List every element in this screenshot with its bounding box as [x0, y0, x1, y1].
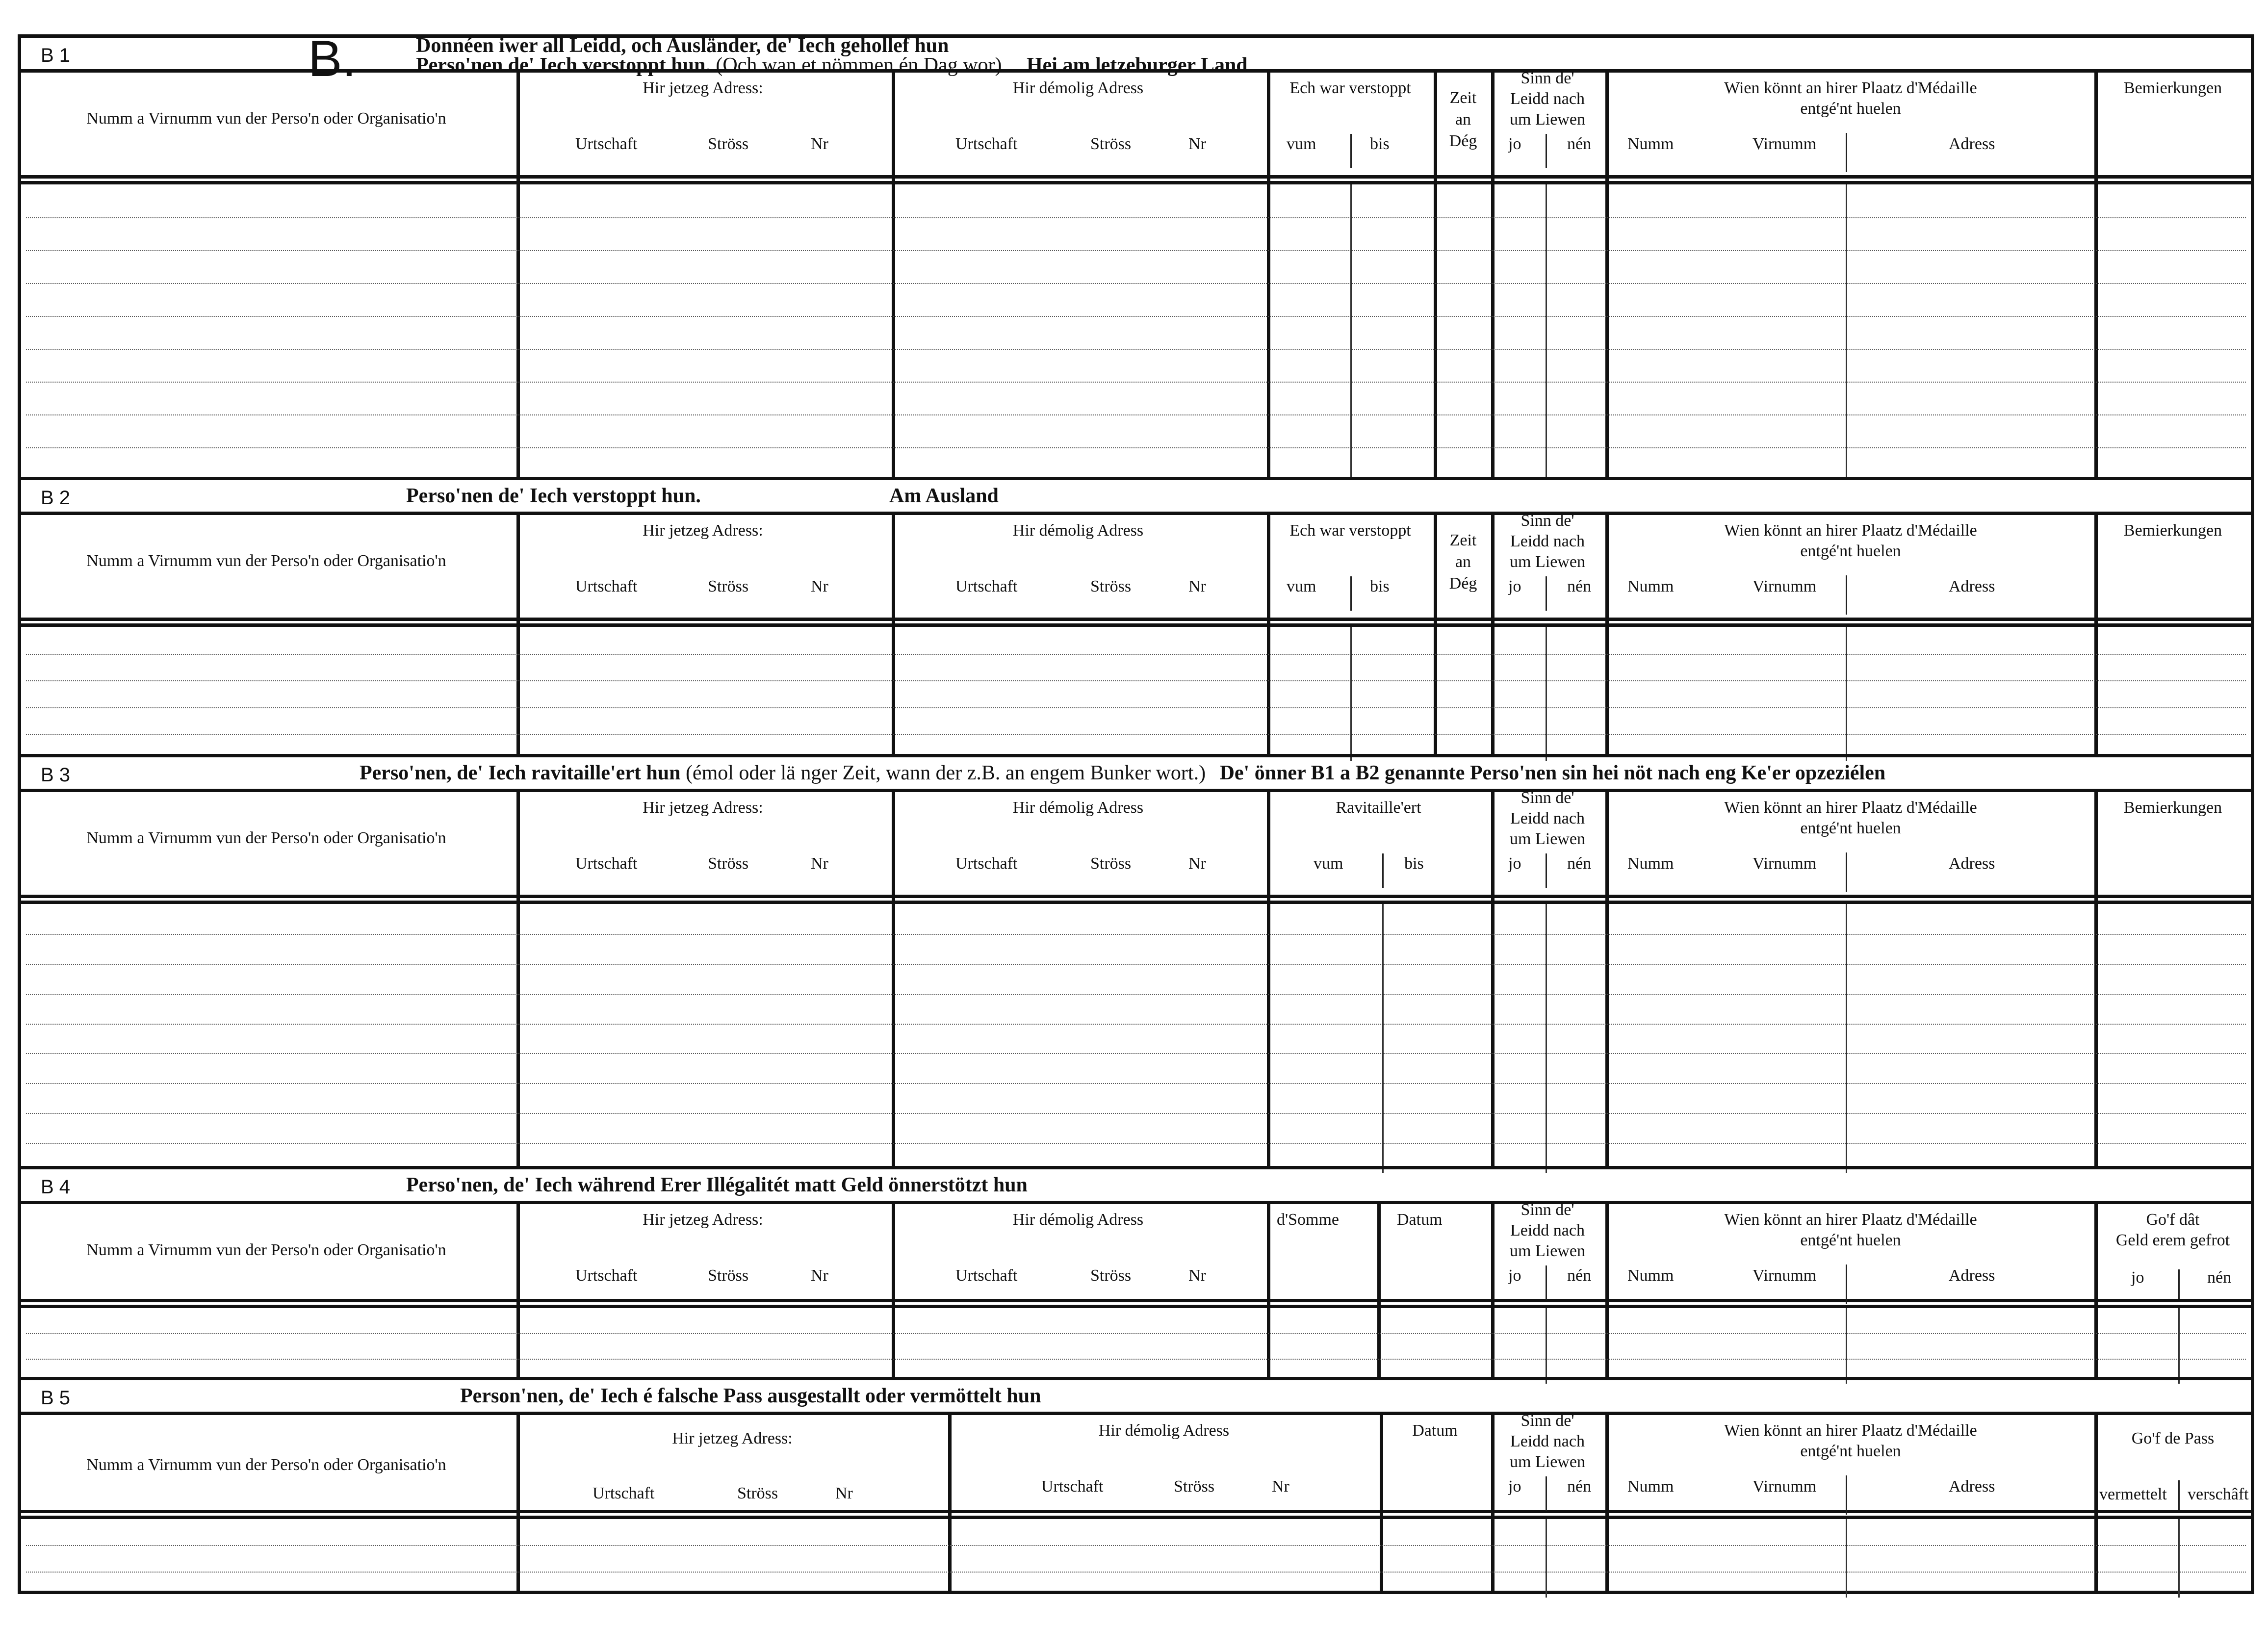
- body-subdivider: [1382, 904, 1384, 1173]
- body-subdivider: [1846, 904, 1847, 1173]
- section-b1-table: [21, 69, 2251, 477]
- body-subdivider: [1846, 627, 1847, 761]
- column-header: Sinn de': [1521, 789, 1574, 807]
- column-header: vum: [1287, 577, 1316, 595]
- column-header: Leidd nach: [1510, 809, 1585, 827]
- entry-line[interactable]: [26, 1024, 2246, 1025]
- column-header: Leidd nach: [1510, 1221, 1585, 1239]
- column-header: Ströss: [708, 577, 749, 595]
- column-header: nén: [1567, 1266, 1592, 1285]
- column-header: um Liewen: [1510, 830, 1585, 848]
- section-b1: [21, 30, 2251, 477]
- column-header: Numm a Virnumm vun der Perso'n oder Organisatio'n: [86, 1456, 446, 1474]
- column-header: Hir jetzeg Adress:: [643, 79, 763, 97]
- column-header: an: [1455, 553, 1471, 571]
- section-title: Person'nen, de' Iech é falsche Pass ausgestallt oder vermöttelt hun: [460, 1385, 1041, 1407]
- body-subdivider: [1546, 1519, 1547, 1598]
- column-header: Hir démolig Adress: [1012, 79, 1144, 97]
- body-subdivider: [1350, 184, 1352, 480]
- column-header: um Liewen: [1510, 110, 1585, 129]
- section-b5-header: [21, 1380, 2251, 1415]
- body-subdivider: [1546, 1308, 1547, 1384]
- entry-line[interactable]: [26, 734, 2246, 735]
- body-subdivider: [2178, 1519, 2180, 1598]
- section-b4-header: [21, 1169, 2251, 1204]
- column-header: Urtschaft: [593, 1484, 655, 1502]
- section-id: B 3: [41, 764, 71, 786]
- title-note: (Och wan et nömmen én Dag wor): [716, 54, 1002, 77]
- column-header: Ravitaille'ert: [1336, 799, 1421, 817]
- column-header: Adress: [1949, 854, 1995, 873]
- body-subdivider: [1846, 1519, 1847, 1598]
- header-subdivider: [1546, 576, 1547, 611]
- column-header: Virnumm: [1753, 577, 1817, 595]
- column-header: Nr: [811, 854, 828, 873]
- entry-line[interactable]: [26, 316, 2246, 317]
- column-header: Hir démolig Adress: [1012, 799, 1144, 817]
- entry-line[interactable]: [26, 1545, 2246, 1546]
- column-header: Adress: [1949, 1477, 1995, 1496]
- entry-line[interactable]: [26, 1053, 2246, 1054]
- column-header: Ströss: [708, 1266, 749, 1285]
- entry-line[interactable]: [26, 707, 2246, 708]
- section-title: [360, 761, 1885, 785]
- column-header: Urtschaft: [955, 1266, 1018, 1285]
- column-header: Hir jetzeg Adress:: [643, 1211, 763, 1229]
- column-header: Nr: [1188, 1266, 1206, 1285]
- column-header: Hir démolig Adress: [1012, 1211, 1144, 1229]
- column-header: nén: [1567, 1477, 1592, 1496]
- column-header: Urtschaft: [955, 854, 1018, 873]
- column-header: Bemierkungen: [2123, 799, 2222, 817]
- entry-line[interactable]: [26, 414, 2246, 415]
- column-header: um Liewen: [1510, 1453, 1585, 1471]
- header-subdivider: [1546, 853, 1547, 888]
- entry-line[interactable]: [26, 349, 2246, 350]
- column-header: Wien könnt an hirer Plaatz d'Médaille: [1724, 1421, 1977, 1440]
- column-header: Adress: [1949, 577, 1995, 595]
- column-header: Sinn de': [1521, 512, 1574, 530]
- column-header: Go'f dât: [2146, 1211, 2200, 1229]
- column-header: Numm a Virnumm vun der Perso'n oder Organisatio'n: [86, 109, 446, 128]
- body-subdivider: [1846, 184, 1847, 480]
- column-header: Go'f de Pass: [2131, 1429, 2215, 1447]
- column-header: Zeit: [1449, 89, 1477, 107]
- table-body[interactable]: [21, 1305, 2251, 1384]
- body-subdivider: [1350, 627, 1352, 761]
- section-id: B 2: [41, 487, 71, 509]
- column-header: Nr: [1188, 135, 1206, 153]
- column-header: Ströss: [1090, 577, 1132, 595]
- section-b3-table: [21, 789, 2251, 1169]
- column-header: Urtschaft: [955, 135, 1018, 153]
- column-header: entgé'nt huelen: [1800, 1442, 1901, 1460]
- header-subdivider: [1846, 133, 1847, 172]
- column-header: d'Somme: [1277, 1211, 1340, 1229]
- entry-line[interactable]: [26, 994, 2246, 995]
- column-header: Leidd nach: [1510, 532, 1585, 550]
- header-subdivider: [1846, 1475, 1847, 1515]
- title-region: Hei am letzeburger Land: [1027, 54, 1248, 77]
- entry-line[interactable]: [26, 1083, 2246, 1084]
- column-header: Hir jetzeg Adress:: [643, 799, 763, 817]
- table-body[interactable]: [21, 901, 2251, 1173]
- header-subdivider: [1846, 575, 1847, 615]
- column-header: Hir jetzeg Adress:: [672, 1429, 793, 1447]
- column-header: an: [1455, 110, 1471, 129]
- body-subdivider: [1546, 627, 1547, 761]
- column-header: Ströss: [1174, 1477, 1215, 1496]
- title-line-1: Donnéen iwer all Leidd, och Ausländer, de' Iech gehollef hun: [416, 34, 949, 57]
- column-header: vermettelt: [2099, 1485, 2167, 1503]
- column-header: Bemierkungen: [2123, 79, 2222, 97]
- column-header: Hir jetzeg Adress:: [643, 521, 763, 540]
- section-b2-table: [21, 512, 2251, 757]
- title-note: (émol oder lä nger Zeit, wann der z.B. an engem Bunker wort.): [685, 762, 1206, 784]
- entry-line[interactable]: [26, 964, 2246, 965]
- form-letter: B.: [308, 30, 357, 87]
- column-header: Numm: [1627, 1266, 1674, 1285]
- column-header: jo: [1508, 854, 1521, 873]
- column-header: nén: [1567, 135, 1592, 153]
- column-header: Adress: [1949, 1266, 1995, 1285]
- title-note-bold: De' önner B1 a B2 genannte Perso'nen sin hei nöt nach eng Ke'er opzeziélen: [1219, 762, 1886, 784]
- column-header: vum: [1287, 135, 1316, 153]
- column-header: Wien könnt an hirer Plaatz d'Médaille: [1724, 799, 1977, 817]
- column-header: jo: [1508, 1266, 1521, 1285]
- column-header: Numm: [1627, 135, 1674, 153]
- column-header: Nr: [811, 135, 828, 153]
- header-subdivider: [1846, 1265, 1847, 1304]
- column-header: Adress: [1949, 135, 1995, 153]
- section-b4-table: [21, 1201, 2251, 1380]
- column-header: bis: [1404, 854, 1424, 873]
- column-header: Urtschaft: [575, 854, 638, 873]
- section-b5: [21, 1377, 2251, 1594]
- header-subdivider: [1350, 576, 1352, 611]
- title-bold: Perso'nen de' Iech verstoppt hun.: [416, 54, 711, 77]
- column-header: bis: [1370, 135, 1390, 153]
- entry-line[interactable]: [26, 382, 2246, 383]
- table-body[interactable]: [21, 181, 2251, 480]
- column-header: Zeit: [1449, 531, 1477, 549]
- column-header: nén: [1567, 577, 1592, 595]
- section-b4: [21, 1166, 2251, 1380]
- column-header: Hir démolig Adress: [1098, 1421, 1230, 1440]
- column-header: Nr: [811, 1266, 828, 1285]
- column-header: bis: [1370, 577, 1390, 595]
- column-header: Datum: [1397, 1211, 1443, 1229]
- column-header: Dég: [1449, 132, 1477, 150]
- column-header: jo: [1508, 135, 1521, 153]
- column-header: jo: [1508, 1477, 1521, 1496]
- entry-line[interactable]: [26, 1333, 2246, 1334]
- column-header: Ströss: [737, 1484, 778, 1502]
- column-header: Leidd nach: [1510, 1432, 1585, 1450]
- column-header: Urtschaft: [1041, 1477, 1104, 1496]
- column-header: entgé'nt huelen: [1800, 1231, 1901, 1249]
- column-header: Virnumm: [1753, 1266, 1817, 1285]
- entry-line[interactable]: [26, 447, 2246, 448]
- column-header: Sinn de': [1521, 1201, 1574, 1219]
- column-header: Urtschaft: [575, 1266, 638, 1285]
- entry-line[interactable]: [26, 654, 2246, 655]
- form-page: [18, 30, 2254, 1594]
- entry-line[interactable]: [26, 283, 2246, 284]
- entry-line[interactable]: [26, 1572, 2246, 1573]
- column-header: Nr: [811, 577, 828, 595]
- section-b3-header: [21, 757, 2251, 792]
- column-header: jo: [1508, 577, 1521, 595]
- column-header: Wien könnt an hirer Plaatz d'Médaille: [1724, 1211, 1977, 1229]
- header-subdivider: [2178, 1480, 2180, 1510]
- column-header: Leidd nach: [1510, 90, 1585, 108]
- body-subdivider: [1846, 1308, 1847, 1384]
- column-header: Nr: [1188, 854, 1206, 873]
- header-subdivider: [1546, 134, 1547, 168]
- section-region: Am Ausland: [889, 485, 999, 507]
- column-header: entgé'nt huelen: [1800, 542, 1901, 560]
- title-bold: Perso'nen, de' Iech ravitaille'ert hun: [360, 762, 681, 784]
- section-b2-header: [21, 480, 2251, 515]
- section-b5-table: [21, 1412, 2251, 1594]
- column-header: jo: [2131, 1268, 2144, 1287]
- column-header: verschâft: [2188, 1485, 2249, 1503]
- section-title: Perso'nen de' Iech verstoppt hun.: [406, 485, 701, 507]
- header-subdivider: [2178, 1269, 2180, 1299]
- column-header: Ströss: [1090, 854, 1132, 873]
- column-header: Nr: [835, 1484, 853, 1502]
- section-id: B 1: [41, 45, 71, 66]
- column-header: Dég: [1449, 574, 1477, 593]
- column-header: um Liewen: [1510, 1242, 1585, 1260]
- section-id: B 5: [41, 1387, 71, 1409]
- entry-line[interactable]: [26, 1113, 2246, 1114]
- entry-line[interactable]: [26, 217, 2246, 218]
- table-body[interactable]: [21, 1516, 2251, 1598]
- column-header: entgé'nt huelen: [1800, 819, 1901, 837]
- column-header: Numm: [1627, 1477, 1674, 1496]
- column-header: Wien könnt an hirer Plaatz d'Médaille: [1724, 79, 1977, 97]
- body-subdivider: [2178, 1308, 2180, 1384]
- column-header: Numm a Virnumm vun der Perso'n oder Organisatio'n: [86, 552, 446, 570]
- column-header: nén: [1567, 854, 1592, 873]
- entry-line[interactable]: [26, 680, 2246, 681]
- header-subdivider: [1382, 853, 1384, 888]
- table-body[interactable]: [21, 623, 2251, 761]
- body-subdivider: [1546, 184, 1547, 480]
- column-header: Ech war verstoppt: [1289, 521, 1411, 540]
- column-header: Urtschaft: [575, 135, 638, 153]
- column-header: Ströss: [1090, 135, 1132, 153]
- column-header: Ströss: [708, 135, 749, 153]
- column-header: Numm: [1627, 854, 1674, 873]
- column-header: Urtschaft: [575, 577, 638, 595]
- entry-line[interactable]: [26, 1359, 2246, 1360]
- column-header: Virnumm: [1753, 135, 1817, 153]
- column-header: Nr: [1272, 1477, 1289, 1496]
- column-header: Ech war verstoppt: [1289, 79, 1411, 97]
- section-id: B 4: [41, 1176, 71, 1198]
- entry-line[interactable]: [26, 1143, 2246, 1144]
- column-header: Ströss: [1090, 1266, 1132, 1285]
- column-header: vum: [1314, 854, 1343, 873]
- column-header: entgé'nt huelen: [1800, 100, 1901, 118]
- column-header: um Liewen: [1510, 553, 1585, 571]
- column-header: Ströss: [708, 854, 749, 873]
- column-header: nén: [2207, 1268, 2232, 1287]
- section-b3: [21, 754, 2251, 1169]
- column-header: Sinn de': [1521, 69, 1574, 87]
- entry-line[interactable]: [26, 934, 2246, 935]
- column-header: Wien könnt an hirer Plaatz d'Médaille: [1724, 521, 1977, 540]
- column-header: Numm a Virnumm vun der Perso'n oder Organisatio'n: [86, 1241, 446, 1259]
- header-subdivider: [1546, 1476, 1547, 1511]
- section-b2: [21, 477, 2251, 757]
- column-header: Geld erem gefrot: [2115, 1231, 2230, 1249]
- column-header: Urtschaft: [955, 577, 1018, 595]
- column-header: Datum: [1412, 1421, 1458, 1440]
- column-header: Sinn de': [1521, 1412, 1574, 1430]
- body-subdivider: [1546, 904, 1547, 1173]
- column-header: Hir démolig Adress: [1012, 521, 1144, 540]
- column-header: Nr: [1188, 577, 1206, 595]
- column-header: Virnumm: [1753, 854, 1817, 873]
- entry-line[interactable]: [26, 250, 2246, 251]
- section-title: Perso'nen, de' Iech während Erer Illégalitét matt Geld önnerstötzt hun: [406, 1174, 1028, 1196]
- column-header: Numm a Virnumm vun der Perso'n oder Organisatio'n: [86, 829, 446, 847]
- column-header: Virnumm: [1753, 1477, 1817, 1496]
- header-subdivider: [1350, 134, 1352, 168]
- header-subdivider: [1846, 852, 1847, 892]
- column-header: Bemierkungen: [2123, 521, 2222, 540]
- header-subdivider: [1546, 1265, 1547, 1300]
- column-header: Numm: [1627, 577, 1674, 595]
